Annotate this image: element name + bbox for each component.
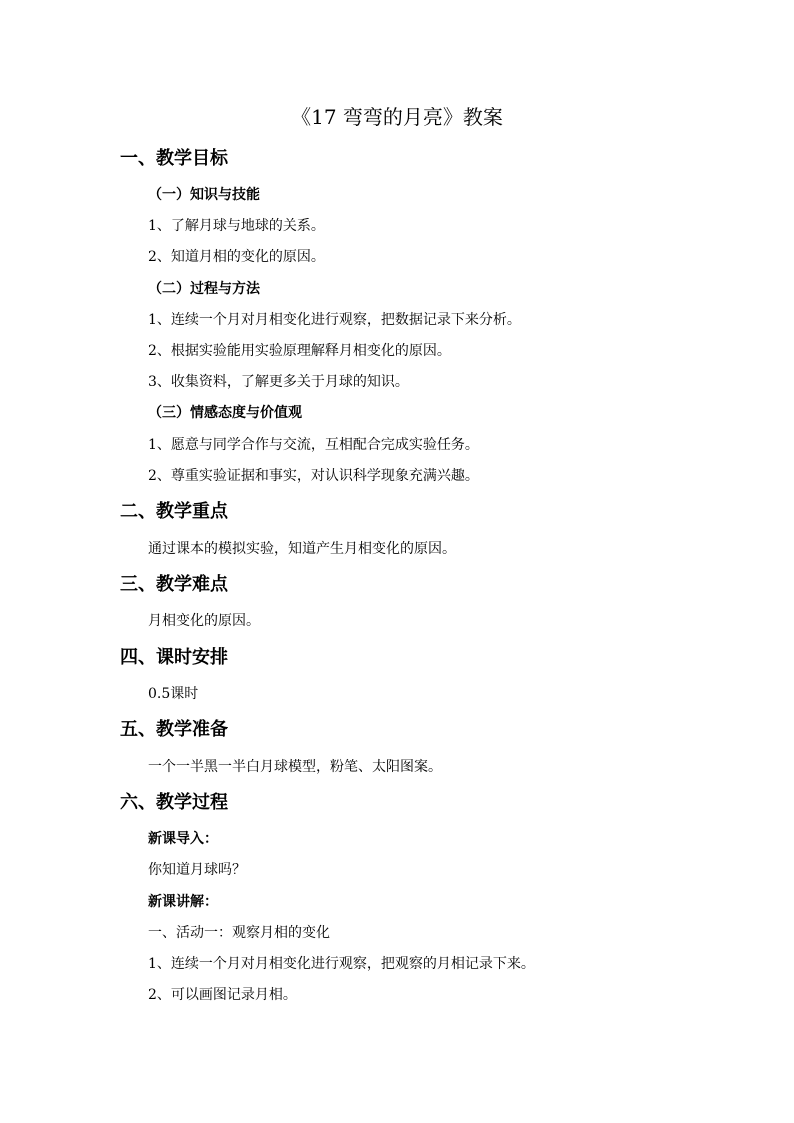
activity-heading: 一、活动一：观察月相的变化 (148, 925, 330, 941)
list-item: 2、知道月相的变化的原因。 (148, 249, 325, 265)
section-heading-process: 六、教学过程 (120, 792, 228, 813)
subsection-heading-attitude: （三）情感态度与价值观 (148, 405, 302, 421)
section-heading-preparation: 五、教学准备 (120, 719, 228, 740)
section-text: 0.5课时 (148, 686, 199, 702)
section-heading-schedule: 四、课时安排 (120, 647, 228, 668)
section-text: 一个一半黑一半白月球模型，粉笔、太阳图案。 (148, 759, 442, 775)
subsection-heading-process: （二）过程与方法 (148, 281, 260, 297)
list-item: 1、愿意与同学合作与交流，互相配合完成实验任务。 (148, 437, 479, 453)
section-text: 通过课本的模拟实验，知道产生月相变化的原因。 (148, 541, 456, 557)
list-item: 1、连续一个月对月相变化进行观察，把观察的月相记录下来。 (148, 956, 535, 972)
lesson-label: 新课讲解： (148, 894, 218, 910)
list-item: 1、了解月球与地球的关系。 (148, 218, 325, 234)
list-item: 3、收集资料，了解更多关于月球的知识。 (148, 374, 409, 390)
section-heading-objectives: 一、教学目标 (120, 148, 228, 169)
section-heading-key-points: 二、教学重点 (120, 501, 228, 522)
subsection-heading-knowledge: （一）知识与技能 (148, 187, 260, 203)
intro-label: 新课导入： (148, 831, 218, 847)
section-text: 月相变化的原因。 (148, 613, 260, 629)
document-title: 《17 弯弯的月亮》教案 (291, 105, 503, 129)
section-heading-difficulties: 三、教学难点 (120, 574, 228, 595)
list-item: 2、可以画图记录月相。 (148, 987, 297, 1003)
intro-text: 你知道月球吗？ (148, 862, 246, 878)
list-item: 1、连续一个月对月相变化进行观察，把数据记录下来分析。 (148, 312, 521, 328)
list-item: 2、尊重实验证据和事实，对认识科学现象充满兴趣。 (148, 468, 479, 484)
list-item: 2、根据实验能用实验原理解释月相变化的原因。 (148, 343, 451, 359)
